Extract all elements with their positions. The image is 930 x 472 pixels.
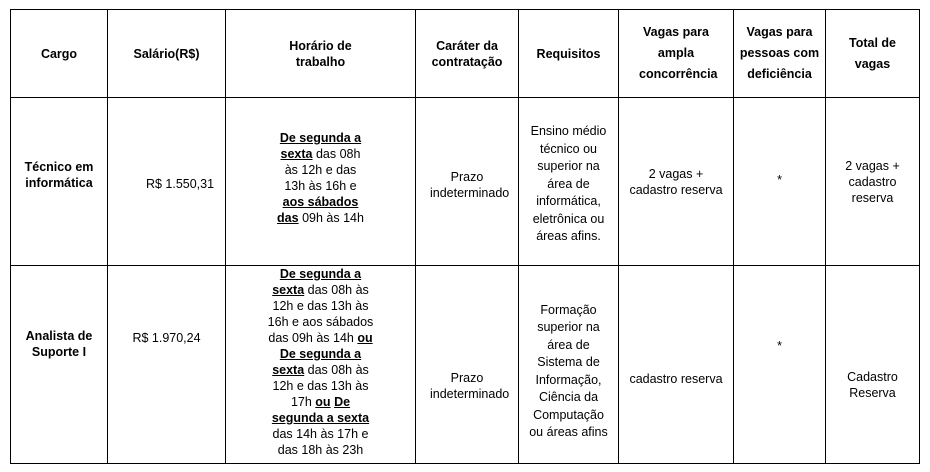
header-cargo: Cargo <box>11 10 108 98</box>
horario-emphasis: De segunda a sexta <box>271 395 370 425</box>
salario-cell: R$ 1.970,24 <box>108 266 226 464</box>
header-salario: Salário(R$) <box>108 10 226 98</box>
header-total: Total de vagas <box>826 10 920 98</box>
vagas-ampla-cell: 2 vagas + cadastro reserva <box>619 98 734 266</box>
vagas-pcd-cell: * <box>734 266 826 464</box>
horario-text: das 08h às 12h e das 13h às 16h e <box>284 146 361 193</box>
horario-emphasis: De segunda a sexta <box>272 347 362 377</box>
horario-emphasis: De segunda a sexta <box>272 267 362 297</box>
horario-text: das 08h às 12h e das 13h às 16h e aos sábados das 09h às 14h <box>267 283 374 345</box>
carater-cell: Prazo indeterminado <box>416 98 519 266</box>
cargo-cell: Analista de Suporte I <box>11 266 108 464</box>
vacancies-table <box>10 9 920 464</box>
header-vagas-ampla: Vagas para ampla concorrência <box>619 10 734 98</box>
requisitos-cell: Ensino médio técnico ou superior na área de informática, eletrônica ou áreas afins. <box>519 98 619 266</box>
horario-emphasis: aos sábados das <box>277 194 359 225</box>
horario-cell <box>226 266 416 464</box>
horario-cell <box>226 98 416 266</box>
total-cell: 2 vagas + cadastro reserva <box>826 98 920 266</box>
carater-cell: Prazo indeterminado <box>416 266 519 464</box>
requisitos-cell: Formação superior na área de Sistema de Informação, Ciência da Computação ou áreas afins <box>519 266 619 464</box>
table-row <box>11 98 920 266</box>
cargo-cell: Técnico em informática <box>11 98 108 266</box>
horario-text: 09h às 14h <box>298 210 364 225</box>
vagas-ampla-cell: cadastro reserva <box>619 266 734 464</box>
table-row <box>11 266 920 464</box>
header-carater: Caráter da contratação <box>416 10 519 98</box>
header-vagas-pcd: Vagas para pessoas com deficiência <box>734 10 826 98</box>
horario-emphasis: ou <box>315 395 331 409</box>
header-row <box>11 10 920 98</box>
horario-emphasis: ou <box>357 331 373 345</box>
horario-emphasis: De segunda a sexta <box>279 130 362 161</box>
horario-text: das 08h às 12h e das 13h às 17h <box>272 363 369 409</box>
salario-cell: R$ 1.550,31 <box>108 98 226 266</box>
total-cell: Cadastro Reserva <box>826 266 920 464</box>
vagas-pcd-cell: * <box>734 98 826 266</box>
header-requisitos: Requisitos <box>519 10 619 98</box>
horario-text: das 14h às 17h e das 18h às 23h <box>272 427 369 457</box>
header-horario: Horário de trabalho <box>226 10 416 98</box>
